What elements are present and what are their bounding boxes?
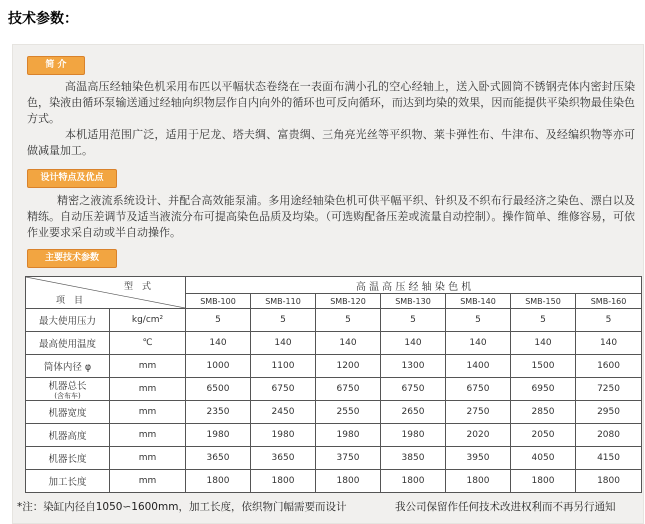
table-row xyxy=(26,447,642,470)
row-unit: mm xyxy=(110,355,186,378)
table-cell: 5 xyxy=(186,309,251,332)
row-label-text: 最高使用温度 xyxy=(38,339,96,350)
corner-diagonal xyxy=(26,277,185,308)
table-cell: 4050 xyxy=(511,447,576,470)
table-cell: 2950 xyxy=(576,401,642,424)
table-cell: 5 xyxy=(316,309,381,332)
specs-tag: 主要技术参数 xyxy=(27,249,117,268)
table-cell: 140 xyxy=(316,332,381,355)
table-cell: 5 xyxy=(576,309,642,332)
model-header: SMB-100 xyxy=(186,294,251,309)
table-cell: 7250 xyxy=(576,378,642,401)
model-header: SMB-160 xyxy=(576,294,642,309)
table-row xyxy=(26,401,642,424)
table-cell: 2650 xyxy=(381,401,446,424)
brochure-scan xyxy=(12,44,644,524)
table-cell: 1800 xyxy=(576,470,642,493)
row-unit: ℃ xyxy=(110,332,186,355)
table-cell: 140 xyxy=(576,332,642,355)
row-unit: mm xyxy=(110,470,186,493)
row-unit: mm xyxy=(110,447,186,470)
table-cell: 6750 xyxy=(446,378,511,401)
row-label xyxy=(26,309,110,332)
row-label xyxy=(26,470,110,493)
table-cell: 140 xyxy=(186,332,251,355)
design-tag: 设计特点及优点 xyxy=(27,169,117,188)
row-label xyxy=(26,401,110,424)
table-cell: 3750 xyxy=(316,447,381,470)
design-paragraph: 精密之液流系统设计、并配合高效能泵浦。多用途经轴染色机可供平幅平织、针织及不织布行最经济之染色、漂白以及精练。自动压差调节及适当液流分布可提高染色品质及均染。（可选购配备压差或流量自动控制）。操作简单、维修容易，可依作业要求采自动或半自动操作。 xyxy=(27,194,635,239)
machine-title-cell: 高 温 高 压 经 轴 染 色 机 xyxy=(186,277,642,294)
row-label-sub: (含布车) xyxy=(54,392,81,400)
corner-item-label: 项 目 xyxy=(56,296,84,306)
row-label-text: 机器宽度 xyxy=(48,408,87,419)
intro-tag: 简 介 xyxy=(27,56,85,75)
table-cell: 2750 xyxy=(446,401,511,424)
table-cell: 6750 xyxy=(316,378,381,401)
table-cell: 140 xyxy=(511,332,576,355)
table-cell: 1100 xyxy=(251,355,316,378)
table-row xyxy=(26,470,642,493)
table-cell: 4150 xyxy=(576,447,642,470)
table-cell: 6750 xyxy=(251,378,316,401)
table-cell: 3650 xyxy=(186,447,251,470)
table-row xyxy=(26,355,642,378)
table-cell: 1400 xyxy=(446,355,511,378)
rights-notice: 我公司保留作任何技术改进权利而不再另行通知 xyxy=(395,501,616,513)
corner-model-label: 型 式 xyxy=(123,282,151,292)
table-cell: 1600 xyxy=(576,355,642,378)
intro-paragraph-1: 高温高压经轴染色机采用布匹以平幅状态卷绕在一表面布满小孔的空心经轴上，送入卧式圆筒不锈钢壳体内密封压染色，染液由循环泵输送通过经轴向织物层作自内向外的循环也可反向循环，而达到均染的效果，因而能提供平染织物最佳染色方式。 xyxy=(27,80,635,125)
row-label-text: 机器高度 xyxy=(48,431,87,442)
table-cell: 5 xyxy=(251,309,316,332)
table-row xyxy=(26,309,642,332)
table-cell: 2020 xyxy=(446,424,511,447)
table-cell: 2850 xyxy=(511,401,576,424)
table-cell: 1800 xyxy=(251,470,316,493)
table-row xyxy=(26,424,642,447)
table-cell: 6950 xyxy=(511,378,576,401)
row-label-text: 筒体内径 φ xyxy=(43,362,92,373)
row-label-text: 最大使用压力 xyxy=(38,316,96,327)
model-header: SMB-110 xyxy=(251,294,316,309)
row-label xyxy=(26,355,110,378)
table-row xyxy=(26,378,642,401)
table-cell: 1980 xyxy=(381,424,446,447)
page-heading: 技术参数： xyxy=(8,11,78,27)
table-cell: 1800 xyxy=(381,470,446,493)
row-label xyxy=(26,332,110,355)
model-header: SMB-140 xyxy=(446,294,511,309)
table-cell: 1800 xyxy=(186,470,251,493)
table-cell: 3650 xyxy=(251,447,316,470)
table-cell: 2050 xyxy=(511,424,576,447)
row-label xyxy=(26,378,110,401)
row-unit: mm xyxy=(110,424,186,447)
row-label-text: 机器长度 xyxy=(48,454,87,465)
table-cell: 140 xyxy=(251,332,316,355)
table-cell: 5 xyxy=(446,309,511,332)
table-cell: 1500 xyxy=(511,355,576,378)
model-header: SMB-120 xyxy=(316,294,381,309)
table-cell: 2350 xyxy=(186,401,251,424)
table-cell: 1000 xyxy=(186,355,251,378)
row-label xyxy=(26,424,110,447)
table-cell: 1980 xyxy=(186,424,251,447)
row-unit: mm xyxy=(110,378,186,401)
table-row xyxy=(26,332,642,355)
row-label xyxy=(26,447,110,470)
table-cell: 1980 xyxy=(251,424,316,447)
table-cell: 2080 xyxy=(576,424,642,447)
spec-table xyxy=(25,276,642,493)
table-cell: 5 xyxy=(511,309,576,332)
table-cell: 1800 xyxy=(446,470,511,493)
table-corner xyxy=(26,277,186,309)
table-cell: 3850 xyxy=(381,447,446,470)
table-cell: 5 xyxy=(381,309,446,332)
table-cell: 6500 xyxy=(186,378,251,401)
table-cell: 140 xyxy=(381,332,446,355)
row-unit: kg/cm² xyxy=(110,309,186,332)
table-cell: 140 xyxy=(446,332,511,355)
table-cell: 6750 xyxy=(381,378,446,401)
table-cell: 3950 xyxy=(446,447,511,470)
table-cell: 1800 xyxy=(511,470,576,493)
model-header: SMB-130 xyxy=(381,294,446,309)
table-cell: 1300 xyxy=(381,355,446,378)
row-label-text: 加工长度 xyxy=(48,477,87,488)
footnote: *注：染缸内径自1050∽1600mm，加工长度，依织物门幅需要而设计 xyxy=(17,501,347,513)
table-cell: 2550 xyxy=(316,401,381,424)
row-unit: mm xyxy=(110,401,186,424)
model-header: SMB-150 xyxy=(511,294,576,309)
table-cell: 2450 xyxy=(251,401,316,424)
table-cell: 1800 xyxy=(316,470,381,493)
intro-paragraph-2: 本机适用范围广泛，适用于尼龙、塔夫绸、富贵绸、三角亮光丝等平织物、莱卡弹性布、牛津布、及经编织物等亦可做减量加工。 xyxy=(27,128,635,157)
table-cell: 1200 xyxy=(316,355,381,378)
table-cell: 1980 xyxy=(316,424,381,447)
row-label-text: 机器总长 xyxy=(48,381,87,392)
